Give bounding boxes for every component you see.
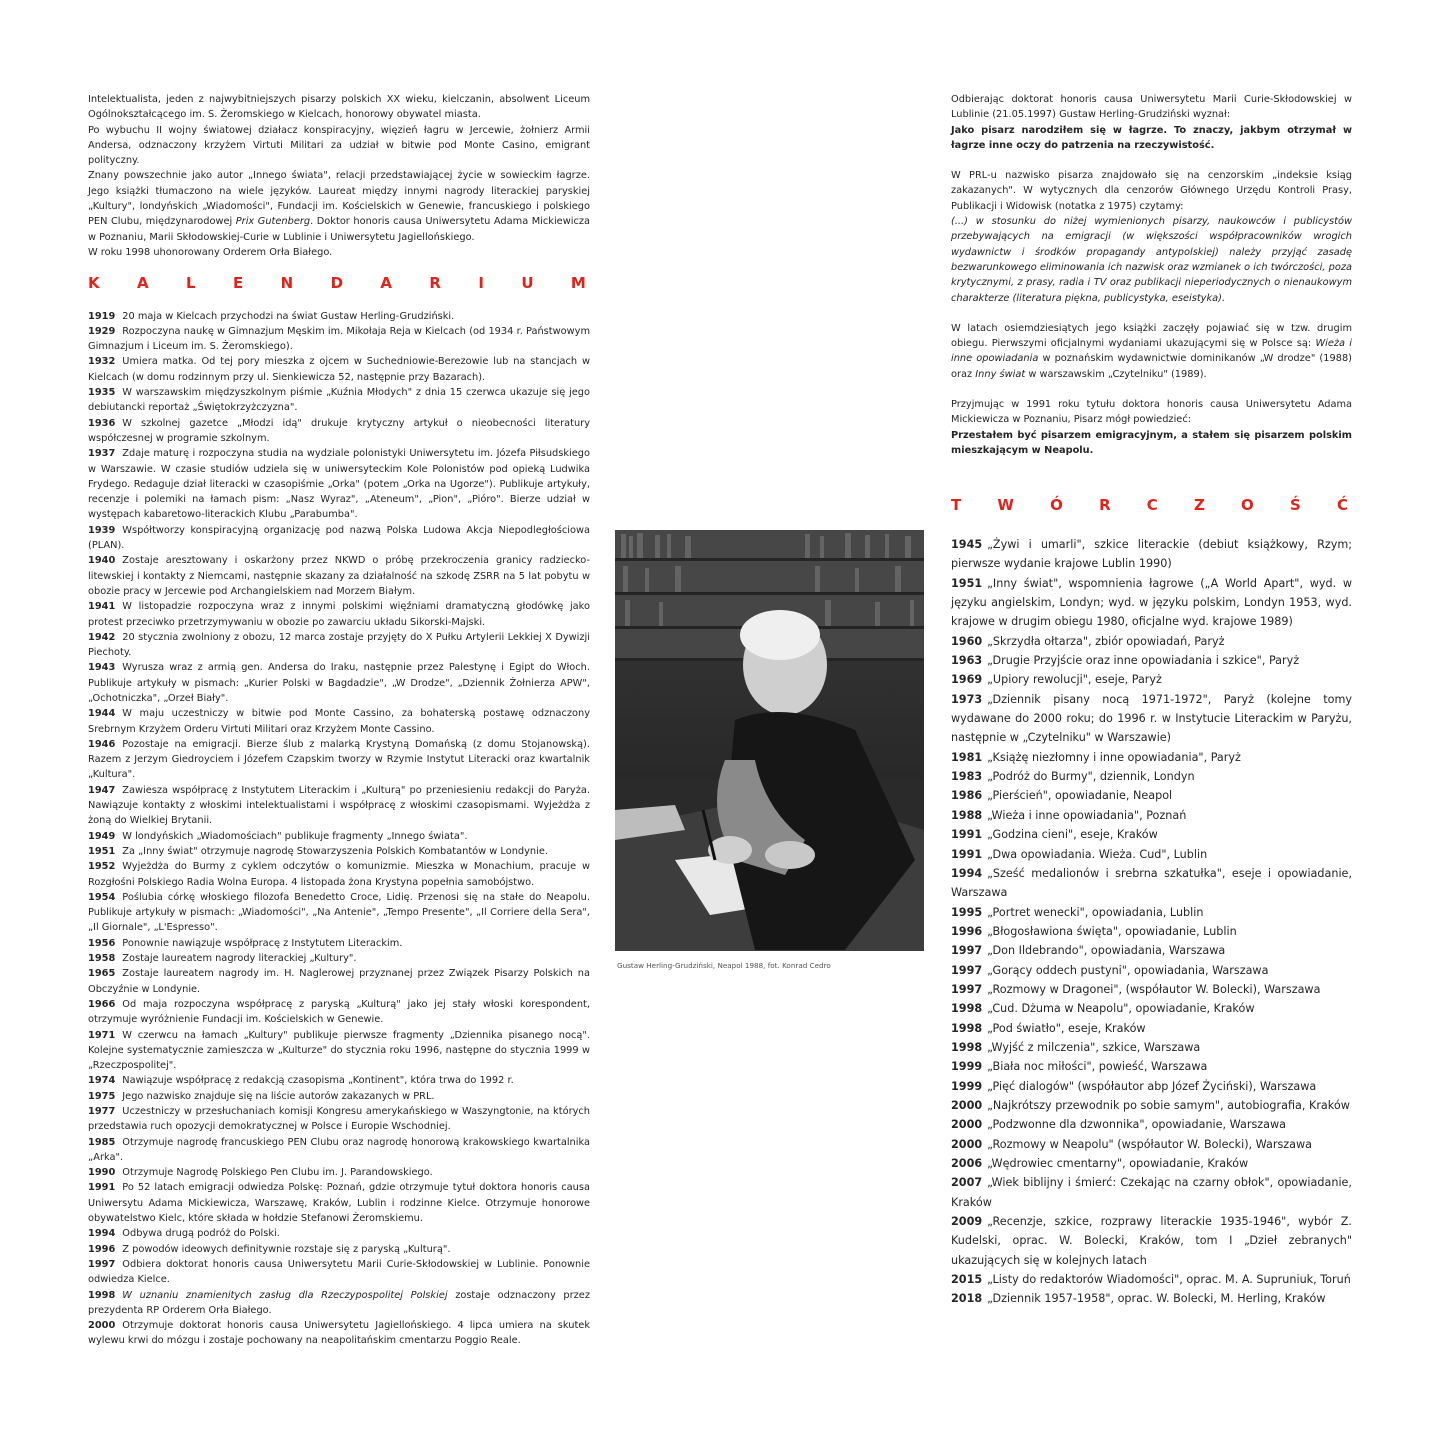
entry-text: zostaje odznaczony przez prezydenta RP Orderem Orła Białego.: [88, 1289, 590, 1316]
entry-year: 1951: [88, 845, 116, 857]
entry-text: Zdaje maturę i rozpoczyna studia na wydziale polonistyki Uniwersytetu im. Józefa Piłsudskiego w Warszawie. W czasie studiów udziela się w uniwersyteckim Kole Polonistów pod opieką Ludwika Frydego. Redaguje dział literacki w czasopiśmie „Orka" (potem „Orka na Ugorze"). Publikuje artykuły, recenzje i polemiki na łamach pism: „Nasz Wyraz", „Ateneum", „Pion", „Pióro". Bierze udział w występach kabaretowo-literackich Klubu „Parabumba".: [88, 448, 590, 521]
entry-year: 1939: [88, 524, 116, 536]
entry-text: „Inny świat", wspomnienia łagrowe („A World Apart", wyd. w języku angielskim, Londyn; wyd. w języku polskim, Londyn 1953, wyd. krajowe w drugim obiegu 1980, oficjalne wyd. krajowe 1989): [951, 576, 1352, 629]
tworczosc-entry: [951, 574, 1352, 632]
entry-text: Umiera matka. Od tej pory mieszka z ojcem w Suchedniowie-Berezowie lub na stancjach w Kielcach (w domu rodzinnym przy ul. Sienkiewicza 52, następnie przy Bazarach).: [88, 356, 590, 383]
entry-text: Zawiesza współpracę z Instytutem Literackim i „Kulturą" po przeniesieniu redakcji do Paryża. Nawiązuje kontakty z włoskimi intelektualistami i współpracę z włoskimi czasopismami. Wyjeżdża z żoną do Wielkiej Brytanii.: [88, 784, 590, 827]
entry-year: 1965: [88, 968, 116, 980]
entry-text: „Dwa opowiadania. Wieża. Cud", Lublin: [987, 847, 1208, 861]
kalendarium-entry: [88, 1226, 590, 1241]
entry-text: Uczestniczy w przesłuchaniach komisji Kongresu amerykańskiego w Waszyngtonie, na których przedstawia ruch opozycji demokratycznej w Polsce i Europie Wschodniej.: [88, 1106, 590, 1133]
entry-year: 1998: [951, 1040, 983, 1054]
entry-text: „Żywi i umarli", szkice literackie (debiut książkowy, Rzym; pierwsze wydanie krajowe Lublin 1990): [951, 538, 1352, 571]
intro-paragraph-2: Po wybuchu II wojny światowej działacz konspiracyjny, więzień łagru w Jercewie, żołnierz Armii Andersa, odznaczony krzyżem Virtuti Militari za udział w bitwie pod Monte Casino, emigrant polityczny.: [88, 124, 590, 167]
kalendarium-entry: [88, 706, 590, 737]
entry-text: W czerwcu na łamach „Kultury" publikuje pierwsze fragmenty „Dziennika pisanego nocą". Kolejne systematycznie zamieszcza w „Kulturze" do stycznia roku 1996, następne do stycznia 1999 w „Rzeczpospolitej".: [88, 1029, 590, 1072]
kalendarium-entry: [88, 966, 590, 997]
censorship-paragraph: W PRL-u nazwisko pisarza znajdowało się na cenzorskim „indeksie ksiąg zakazanych". W wytycznych dla cenzorów Głównego Urzędu Kontroli Prasy, Publikacji i Widowisk (notatka z 1975) czytamy:: [951, 170, 1352, 212]
intro-paragraph-1: Intelektualista, jeden z najwybitniejszych pisarzy polskich XX wieku, kielczanin, absolwent Liceum Ogólnokształcącego im. S. Żeromskiego w Kielcach, honorowy obywatel miasta.: [88, 94, 590, 121]
entry-text: Współtworzy konspiracyjną organizację pod nazwą Polska Ludowa Akcja Niepodległościowa (PLAN).: [88, 524, 590, 552]
entry-year: 2000: [951, 1137, 983, 1151]
entry-text: Odbiera doktorat honoris causa Uniwersytetu Marii Curie-Skłodowskiej w Lublinie. Ponownie odwiedza Kielce.: [88, 1258, 590, 1286]
entry-year: 1963: [951, 654, 983, 668]
heading-letter: L: [186, 274, 196, 293]
entry-text: Zostaje aresztowany i oskarżony przez NKWD o próbę przekroczenia granicy radziecko-litewskiej i kontakty z Niemcami, następnie skazany za działalność na szkodę ZSRR na 5 lat pobytu w obozie pracy w Jercewie pod Archangielskiem nad Morzem Białym.: [88, 555, 590, 597]
entry-year: 1997: [88, 1258, 116, 1270]
entry-year: 1929: [88, 325, 116, 337]
entry-text: Jego nazwisko znajduje się na liście autorów zakazanych w PRL.: [122, 1090, 435, 1102]
tworczosc-entry: [951, 1077, 1352, 1096]
kalendarium-entry: [88, 936, 590, 951]
entry-italic: W uznaniu znamienitych zasług dla Rzeczypospolitej Polskiej: [122, 1289, 448, 1301]
entry-text: „Pięć dialogów" (współautor abp Józef Życiński), Warszawa: [987, 1079, 1317, 1093]
tworczosc-entry: [951, 786, 1352, 805]
entry-text: Z powodów ideowych definitywnie rozstaje się z paryską „Kulturą".: [122, 1243, 451, 1255]
entry-text: „Książę niezłomny i inne opowiadania", Paryż: [987, 750, 1241, 764]
entry-year: 1983: [951, 770, 983, 784]
entry-year: 1949: [88, 830, 116, 842]
heading-letter: K: [88, 274, 100, 293]
entry-year: 1988: [951, 808, 983, 822]
tworczosc-entry: [951, 1038, 1352, 1057]
entry-year: 1944: [88, 708, 116, 720]
entry-year: 2018: [951, 1292, 983, 1306]
kalendarium-entry: [88, 829, 590, 844]
entry-year: 1994: [951, 866, 983, 880]
entry-year: 1999: [951, 1079, 983, 1093]
heading-letter: Z: [1193, 496, 1205, 514]
heading-letter: T: [951, 496, 962, 514]
intro-paragraph-3: Znany powszechnie jako autor „Innego świata", relacji przedstawiającej życie w sowieckim łagrze. Jego książki tłumaczono na wiele języków. Laureat między innymi nagrody literackiej paryskiej „Kultury", londyńskich „Wiadomości", Fundacji im. Kościelskich w Genewie, francuskiego i polskiego PEN Clubu, międzynarodowej Prix Gutenberg. Doktor honoris causa Uniwersytetu Adama Mickiewicza w Poznaniu, Marii Skłodowskiej-Curie w Lublinie i Uniwersytetu Jagiellońskiego.: [88, 170, 590, 243]
kalendarium-entry: [88, 1073, 590, 1088]
entry-year: 1975: [88, 1090, 116, 1102]
entry-text: Od maja rozpoczyna współpracę z paryską „Kulturą" jako jej stały włoski korespondent, otrzymuje wyróżnienie Fundacji im. Kościelskich w Genewie.: [88, 998, 590, 1026]
tworczosc-entry: [951, 1154, 1352, 1173]
entry-text: 20 stycznia zwolniony z obozu, 12 marca zostaje przyjęty do X Pułku Artylerii Lekkiej X Dywizji Piechoty.: [88, 631, 590, 659]
entry-year: 1947: [88, 784, 116, 796]
entry-year: 1977: [88, 1106, 116, 1117]
entry-text: Otrzymuje Nagrodę Polskiego Pen Clubu im. J. Parandowskiego.: [122, 1167, 433, 1179]
entry-text: „Wędrowiec cmentarny", opowiadanie, Kraków: [987, 1157, 1249, 1170]
entry-text: W szkolnej gazetce „Młodzi idą" drukuje krytyczny artykuł o nieobecności literatury współczesnej w programie szkolnym.: [88, 417, 590, 444]
entry-text: „Godzina cieni", eseje, Kraków: [987, 828, 1158, 842]
kalendarium-entry: [88, 1165, 590, 1180]
entry-year: 1945: [951, 538, 983, 551]
author-photo: [615, 530, 924, 951]
tworczosc-entry: [951, 1057, 1352, 1076]
heading-letter: A: [137, 274, 149, 293]
tworczosc-entry: [951, 1096, 1352, 1115]
tworczosc-entry: [951, 1270, 1352, 1289]
heading-letter: Ó: [1050, 496, 1063, 514]
entry-text: Otrzymuje doktorat honoris causa Uniwersytetu Jagiellońskiego. 4 lipca umiera na skutek wylewu krwi do mózgu i zostaje pochowany na neapolitańskim cmentarzu Poggio Reale.: [88, 1320, 590, 1347]
heading-letter: N: [280, 274, 294, 293]
kalendarium-entry: [88, 1257, 590, 1288]
heading-letter: O: [1241, 496, 1254, 514]
entry-text: Poślubia córkę włoskiego filozofa Benedetto Croce, Lidię. Przenosi się na stałe do Neapolu. Publikuje artykuły w pismach: „Wiadomości", „Na Antenie", „Tempo Presente", „Il Corriere della Sera", „Il Giornale", „L'Espresso".: [88, 891, 590, 934]
entry-year: 1998: [951, 1002, 983, 1016]
tworczosc-entry: [951, 1135, 1352, 1154]
entry-year: 1991: [951, 828, 983, 842]
entry-text: „Recenzje, szkice, rozprawy literackie 1935-1946", wybór Z. Kudelski, oprac. W. Bolecki, Kraków, tom I „Dzieł zebranych" ukazujących się w kolejnych latach: [951, 1215, 1352, 1267]
entry-text: „Najkrótszy przewodnik po sobie samym", autobiografia, Kraków: [987, 1098, 1350, 1112]
entry-text: „Drugie Przyjście oraz inne opowiadania i szkice", Paryż: [987, 654, 1300, 668]
entry-text: Zostaje laureatem nagrody literackiej „Kultury".: [122, 953, 357, 965]
tworczosc-entry: [951, 806, 1352, 825]
entry-year: 1994: [88, 1228, 116, 1240]
kalendarium-entry: [88, 385, 590, 416]
entry-text: „Sześć medalionów i srebrna szkatułka", eseje i opowiadanie, Warszawa: [951, 866, 1352, 900]
entry-text: „Gorący oddech pustyni", opowiadania, Warszawa: [987, 963, 1269, 977]
entry-text: „Wiek biblijny i śmierć: Czekając na czarny obłok", opowiadanie, Kraków: [951, 1176, 1352, 1209]
heading-letter: C: [1146, 496, 1158, 514]
kalendarium-entry: [88, 1288, 590, 1319]
kalendarium-entry: [88, 890, 590, 936]
heading-letter: E: [232, 274, 244, 293]
entry-text: Pozostaje na emigracji. Bierze ślub z malarką Krystyną Domańską (z domu Stojanowską). Razem z Jerzym Giedroyciem i Józefem Czapskim tworzy w Rzymie Instytut Literacki oraz kwartalnik „Kultura".: [88, 738, 590, 781]
tworczosc-heading: [951, 496, 1352, 514]
entry-text: „Biała noc miłości", powieść, Warszawa: [987, 1060, 1208, 1074]
heading-letter: M: [570, 274, 586, 293]
kalendarium-entry: [88, 523, 590, 554]
kalendarium-entry: [88, 997, 590, 1028]
entry-text: Otrzymuje nagrodę francuskiego PEN Clubu oraz nagrodę honorową krakowskiego kwartalnika „Arka".: [88, 1136, 590, 1163]
entry-text: Rozpoczyna naukę w Gimnazjum Męskim im. Mikołaja Reja w Kielcach (od 1934 r. Państwowym Gimnazjum i Liceum im. S. Żeromskiego).: [88, 325, 590, 353]
photo-caption: Gustaw Herling-Grudziński, Neapol 1988, fot. Konrad Cedro: [617, 961, 831, 970]
entry-year: 2007: [951, 1176, 983, 1190]
tworczosc-entry: [951, 903, 1352, 922]
entry-text: Nawiązuje współpracę z redakcją czasopisma „Kontinent", która trwa do 1992 r.: [122, 1075, 514, 1087]
entry-year: 1995: [951, 905, 983, 919]
tworczosc-entry: [951, 670, 1352, 689]
entry-year: 1946: [88, 738, 116, 750]
entry-text: Ponownie nawiązuje współpracę z Instytutem Literackim.: [122, 937, 403, 949]
entry-year: 1960: [951, 634, 983, 648]
entry-year: 1991: [88, 1182, 116, 1194]
entry-year: 1951: [951, 576, 983, 590]
tworczosc-entry: [951, 980, 1352, 999]
tworczosc-entry: [951, 535, 1352, 574]
entry-year: 1985: [88, 1136, 116, 1148]
heading-letter: I: [478, 274, 484, 293]
left-column: [88, 92, 590, 1349]
entry-year: 1999: [951, 1060, 983, 1074]
heading-letter: Ś: [1289, 496, 1301, 514]
entry-text: „Rozmowy w Dragonei", (współautor W. Bolecki), Warszawa: [987, 982, 1321, 996]
kalendarium-entry: [88, 416, 590, 447]
tworczosc-entry: [951, 999, 1352, 1018]
entry-text: „Podzwonne dla dzwonnika", opowiadanie, Warszawa: [987, 1118, 1287, 1132]
kalendarium-entry: [88, 553, 590, 599]
entry-year: 2015: [951, 1273, 983, 1287]
tworczosc-entry: [951, 825, 1352, 844]
entry-year: 1943: [88, 662, 116, 674]
kalendarium-entry: [88, 783, 590, 829]
tworczosc-entry: [951, 961, 1352, 980]
entry-year: 1954: [88, 891, 116, 903]
kalendarium-entry: [88, 354, 590, 385]
entry-year: 1971: [88, 1029, 116, 1041]
kalendarium-entry: [88, 737, 590, 783]
entry-year: 1942: [88, 631, 116, 643]
entry-text: „Portret wenecki", opowiadania, Lublin: [987, 905, 1204, 919]
entry-text: W londyńskich „Wiadomościach" publikuje fragmenty „Innego świata".: [122, 830, 468, 842]
kalendarium-entry: [88, 1028, 590, 1074]
entry-text: Wyjeżdża do Burmy z cyklem odczytów o komunizmie. Mieszka w Monachium, pracuje w Rozgłośni Polskiego Radia Wolna Europa. 4 listopada żona Krystyna popełnia samobójstwo.: [88, 861, 590, 888]
entry-text: 20 maja w Kielcach przychodzi na świat Gustaw Herling-Grudziński.: [122, 310, 455, 322]
entry-text: „Dziennik pisany nocą 1971-1972", Paryż (kolejne tomy wydawane do 2000 roku; do 1996 r. w Instytucie Literackim w Paryżu, następnie w „Czytelniku" w Warszawie): [951, 692, 1352, 745]
entry-year: 1997: [951, 944, 983, 958]
quote-intro: Odbierając doktorat honoris causa Uniwersytetu Marii Curie-Skłodowskiej w Lublinie (21.05.1997) Gustaw Herling-Grudziński wyznał:: [951, 94, 1352, 121]
kalendarium-entry: [88, 859, 590, 890]
entry-year: 1997: [951, 963, 983, 977]
entry-text: Odbywa drugą podróż do Polski.: [122, 1228, 280, 1240]
author-photo-image: [615, 530, 924, 951]
entry-year: 2000: [88, 1320, 116, 1332]
entry-year: 1932: [88, 356, 116, 368]
editions-paragraph: W latach osiemdziesiątych jego książki zaczęły pojawiać się w tzw. drugim obiegu. Pierwszymi oficjalnymi wydaniami ukazującymi się w Polsce są: Wieża i inne opowiadania w poznańskim wydawnictwie dominikanów „W drodze" (1988) oraz Inny świat w warszawskim „Czytelniku" (1989).: [951, 322, 1352, 380]
kalendarium-entry: [88, 951, 590, 966]
entry-text: Za „Inny świat" otrzymuje nagrodę Stowarzyszenia Polskich Kombatantów w Londynie.: [122, 845, 548, 857]
entry-year: 1958: [88, 953, 116, 965]
entry-year: 1998: [88, 1289, 116, 1301]
entry-year: 1936: [88, 417, 116, 429]
tworczosc-entry: [951, 748, 1352, 767]
entry-year: 1919: [88, 310, 116, 322]
entry-year: 1952: [88, 861, 116, 873]
entry-text: „Cud. Dżuma w Neapolu", opowiadanie, Kraków: [987, 1002, 1255, 1016]
entry-text: „Skrzydła ołtarza", zbiór opowiadań, Paryż: [987, 634, 1225, 648]
entry-year: 1969: [951, 673, 983, 687]
kalendarium-entry: [88, 1180, 590, 1226]
tworczosc-entry: [951, 864, 1352, 903]
tworczosc-entry: [951, 690, 1352, 748]
kalendarium-entry: [88, 1318, 590, 1349]
entry-text: „Podróż do Burmy", dziennik, Londyn: [987, 770, 1195, 784]
kalendarium-entry: [88, 1242, 590, 1257]
entry-text: „Wieża i inne opowiadania", Poznań: [987, 808, 1187, 822]
entry-text: Wyrusza wraz z armią gen. Andersa do Iraku, następnie przez Palestynę i Egipt do Włoch. Publikuje artykuły w pismach: „Kurier Polski w Bagdadzie", „W Drodze", „Dziennik Żołnierza APW", „Ochotniczka", „Orzeł Biały".: [88, 662, 590, 704]
kalendarium-entry: [88, 1089, 590, 1104]
entry-year: 1998: [951, 1021, 983, 1035]
entry-year: 1997: [951, 982, 983, 996]
entry-year: 2006: [951, 1157, 983, 1170]
entry-text: „Don Ildebrando", opowiadania, Warszawa: [987, 944, 1226, 958]
quote-1: Jako pisarz narodziłem się w łagrze. To znaczy, jakbym otrzymał w łagrze inne oczy do patrzenia na rzeczywistość.: [951, 124, 1352, 151]
kalendarium-entry: [88, 324, 590, 355]
entry-year: 1986: [951, 789, 983, 803]
entry-year: 2000: [951, 1098, 983, 1112]
kalendarium-entry: [88, 446, 590, 522]
heading-letter: D: [330, 274, 344, 293]
entry-text: „Rozmowy w Neapolu" (współautor W. Bolecki), Warszawa: [987, 1137, 1313, 1151]
entry-text: „Wyjść z milczenia", szkice, Warszawa: [987, 1040, 1201, 1054]
tworczosc-list: [951, 535, 1352, 1309]
entry-text: „Pod światło", eseje, Kraków: [987, 1021, 1146, 1035]
entry-year: 1966: [88, 998, 116, 1010]
heading-letter: Ć: [1336, 496, 1348, 514]
tworczosc-entry: [951, 922, 1352, 941]
entry-year: 1990: [88, 1167, 116, 1179]
heading-letter: R: [429, 274, 441, 293]
kalendarium-entry: [88, 1104, 590, 1135]
tworczosc-entry: [951, 941, 1352, 960]
heading-letter: A: [380, 274, 393, 293]
entry-year: 2009: [951, 1215, 983, 1229]
entry-year: 1991: [951, 847, 983, 861]
heading-letter: R: [1099, 496, 1111, 514]
entry-year: 1956: [88, 937, 116, 949]
entry-text: Zostaje laureatem nagrody im. H. Naglerowej przyznanej przez Związek Pisarzy Polskich na Obczyźnie w Londynie.: [88, 968, 590, 995]
tworczosc-entry: [951, 1019, 1352, 1038]
entry-text: Po 52 latach emigracji odwiedza Polskę: Poznań, gdzie otrzymuje tytuł doktora honoris causa Uniwersytu Adama Mickiewicza, Warszawę, Kraków, Lublin i rodzinne Kielce. Otrzymuje honorowe obywatelstwo Kielc, które składa w hołdzie Stefanowi Żeromskiemu.: [88, 1182, 590, 1225]
entry-text: W warszawskim międzyszkolnym piśmie „Kuźnia Młodych" z dnia 15 czerwca ukazuje się jego debiutancki reportaż „Świętokrzyżczyzna".: [88, 387, 590, 414]
tworczosc-entry: [951, 1173, 1352, 1212]
kalendarium-entry: [88, 844, 590, 859]
tworczosc-entry: [951, 767, 1352, 786]
entry-year: 1996: [951, 924, 983, 938]
entry-year: 1940: [88, 555, 116, 567]
tworczosc-entry: [951, 1289, 1352, 1308]
tworczosc-entry: [951, 1115, 1352, 1134]
poznan-paragraph: Przyjmując w 1991 roku tytułu doktora honoris causa Uniwersytetu Adama Mickiewicza w Poznaniu, Pisarz mógł powiedzieć:: [951, 399, 1352, 426]
kalendarium-entry: [88, 599, 590, 630]
entry-text: „Pierścień", opowiadanie, Neapol: [987, 789, 1173, 803]
tworczosc-entry: [951, 1212, 1352, 1270]
kalendarium-entry: [88, 660, 590, 706]
kalendarium-list: [88, 309, 590, 1349]
entry-text: „Błogosławiona święta", opowiadanie, Lublin: [987, 924, 1237, 938]
entry-text: W maju uczestniczy w bitwie pod Monte Cassino, za bohaterską postawę odznaczony Srebrnym Krzyżem Orderu Virtuti Militari oraz Krzyżem Monte Cassino.: [88, 708, 590, 735]
kalendarium-entry: [88, 1135, 590, 1166]
entry-text: „Upiory rewolucji", eseje, Paryż: [987, 673, 1162, 687]
entry-year: 1981: [951, 750, 983, 764]
kalendarium-entry: [88, 630, 590, 661]
kalendarium-entry: [88, 309, 590, 324]
heading-letter: W: [997, 496, 1014, 514]
entry-text: W listopadzie rozpoczyna wraz z innymi polskimi więźniami dramatyczną głodówkę jako protest przeciwko przetrzymywaniu w obozie po zawarciu układu Sikorski-Majski.: [88, 601, 590, 628]
entry-year: 1937: [88, 448, 116, 460]
entry-year: 1941: [88, 601, 116, 613]
entry-text: „Listy do redaktorów Wiadomości", oprac. M. A. Supruniuk, Toruń: [987, 1273, 1351, 1287]
tworczosc-entry: [951, 651, 1352, 670]
entry-text: „Dziennik 1957-1958", oprac. W. Bolecki, M. Herling, Kraków: [987, 1292, 1326, 1306]
censorship-quote: (...) w stosunku do niżej wymienionych pisarzy, naukowców i publicystów przebywających na emigracji (w większości współpracowników wrogich wydawnictw i środków propagandy antypolskiej) należy przyjąć zasadę bezwarunkowego eliminowania ich nazwisk oraz wzmianek o ich twórczości, poza krytycznymi, z prasy, radia i TV oraz publikacji nieperiodycznych o nienaukowym charakterze (literatura piękna, publicystyka, eseistyka).: [951, 216, 1352, 304]
heading-letter: U: [521, 274, 534, 293]
entry-year: 1973: [951, 692, 983, 706]
entry-year: 1935: [88, 387, 116, 399]
kalendarium-heading: [88, 276, 590, 291]
entry-year: 1996: [88, 1243, 116, 1255]
entry-year: 1974: [88, 1075, 116, 1087]
quote-2: Przestałem być pisarzem emigracyjnym, a stałem się pisarzem polskim mieszkającym w Neapolu.: [951, 429, 1352, 456]
intro-paragraph-4: W roku 1998 uhonorowany Orderem Orła Białego.: [88, 246, 333, 258]
tworczosc-entry: [951, 845, 1352, 864]
entry-year: 2000: [951, 1118, 983, 1132]
right-top-text: [951, 92, 1352, 458]
tworczosc-entry: [951, 632, 1352, 651]
